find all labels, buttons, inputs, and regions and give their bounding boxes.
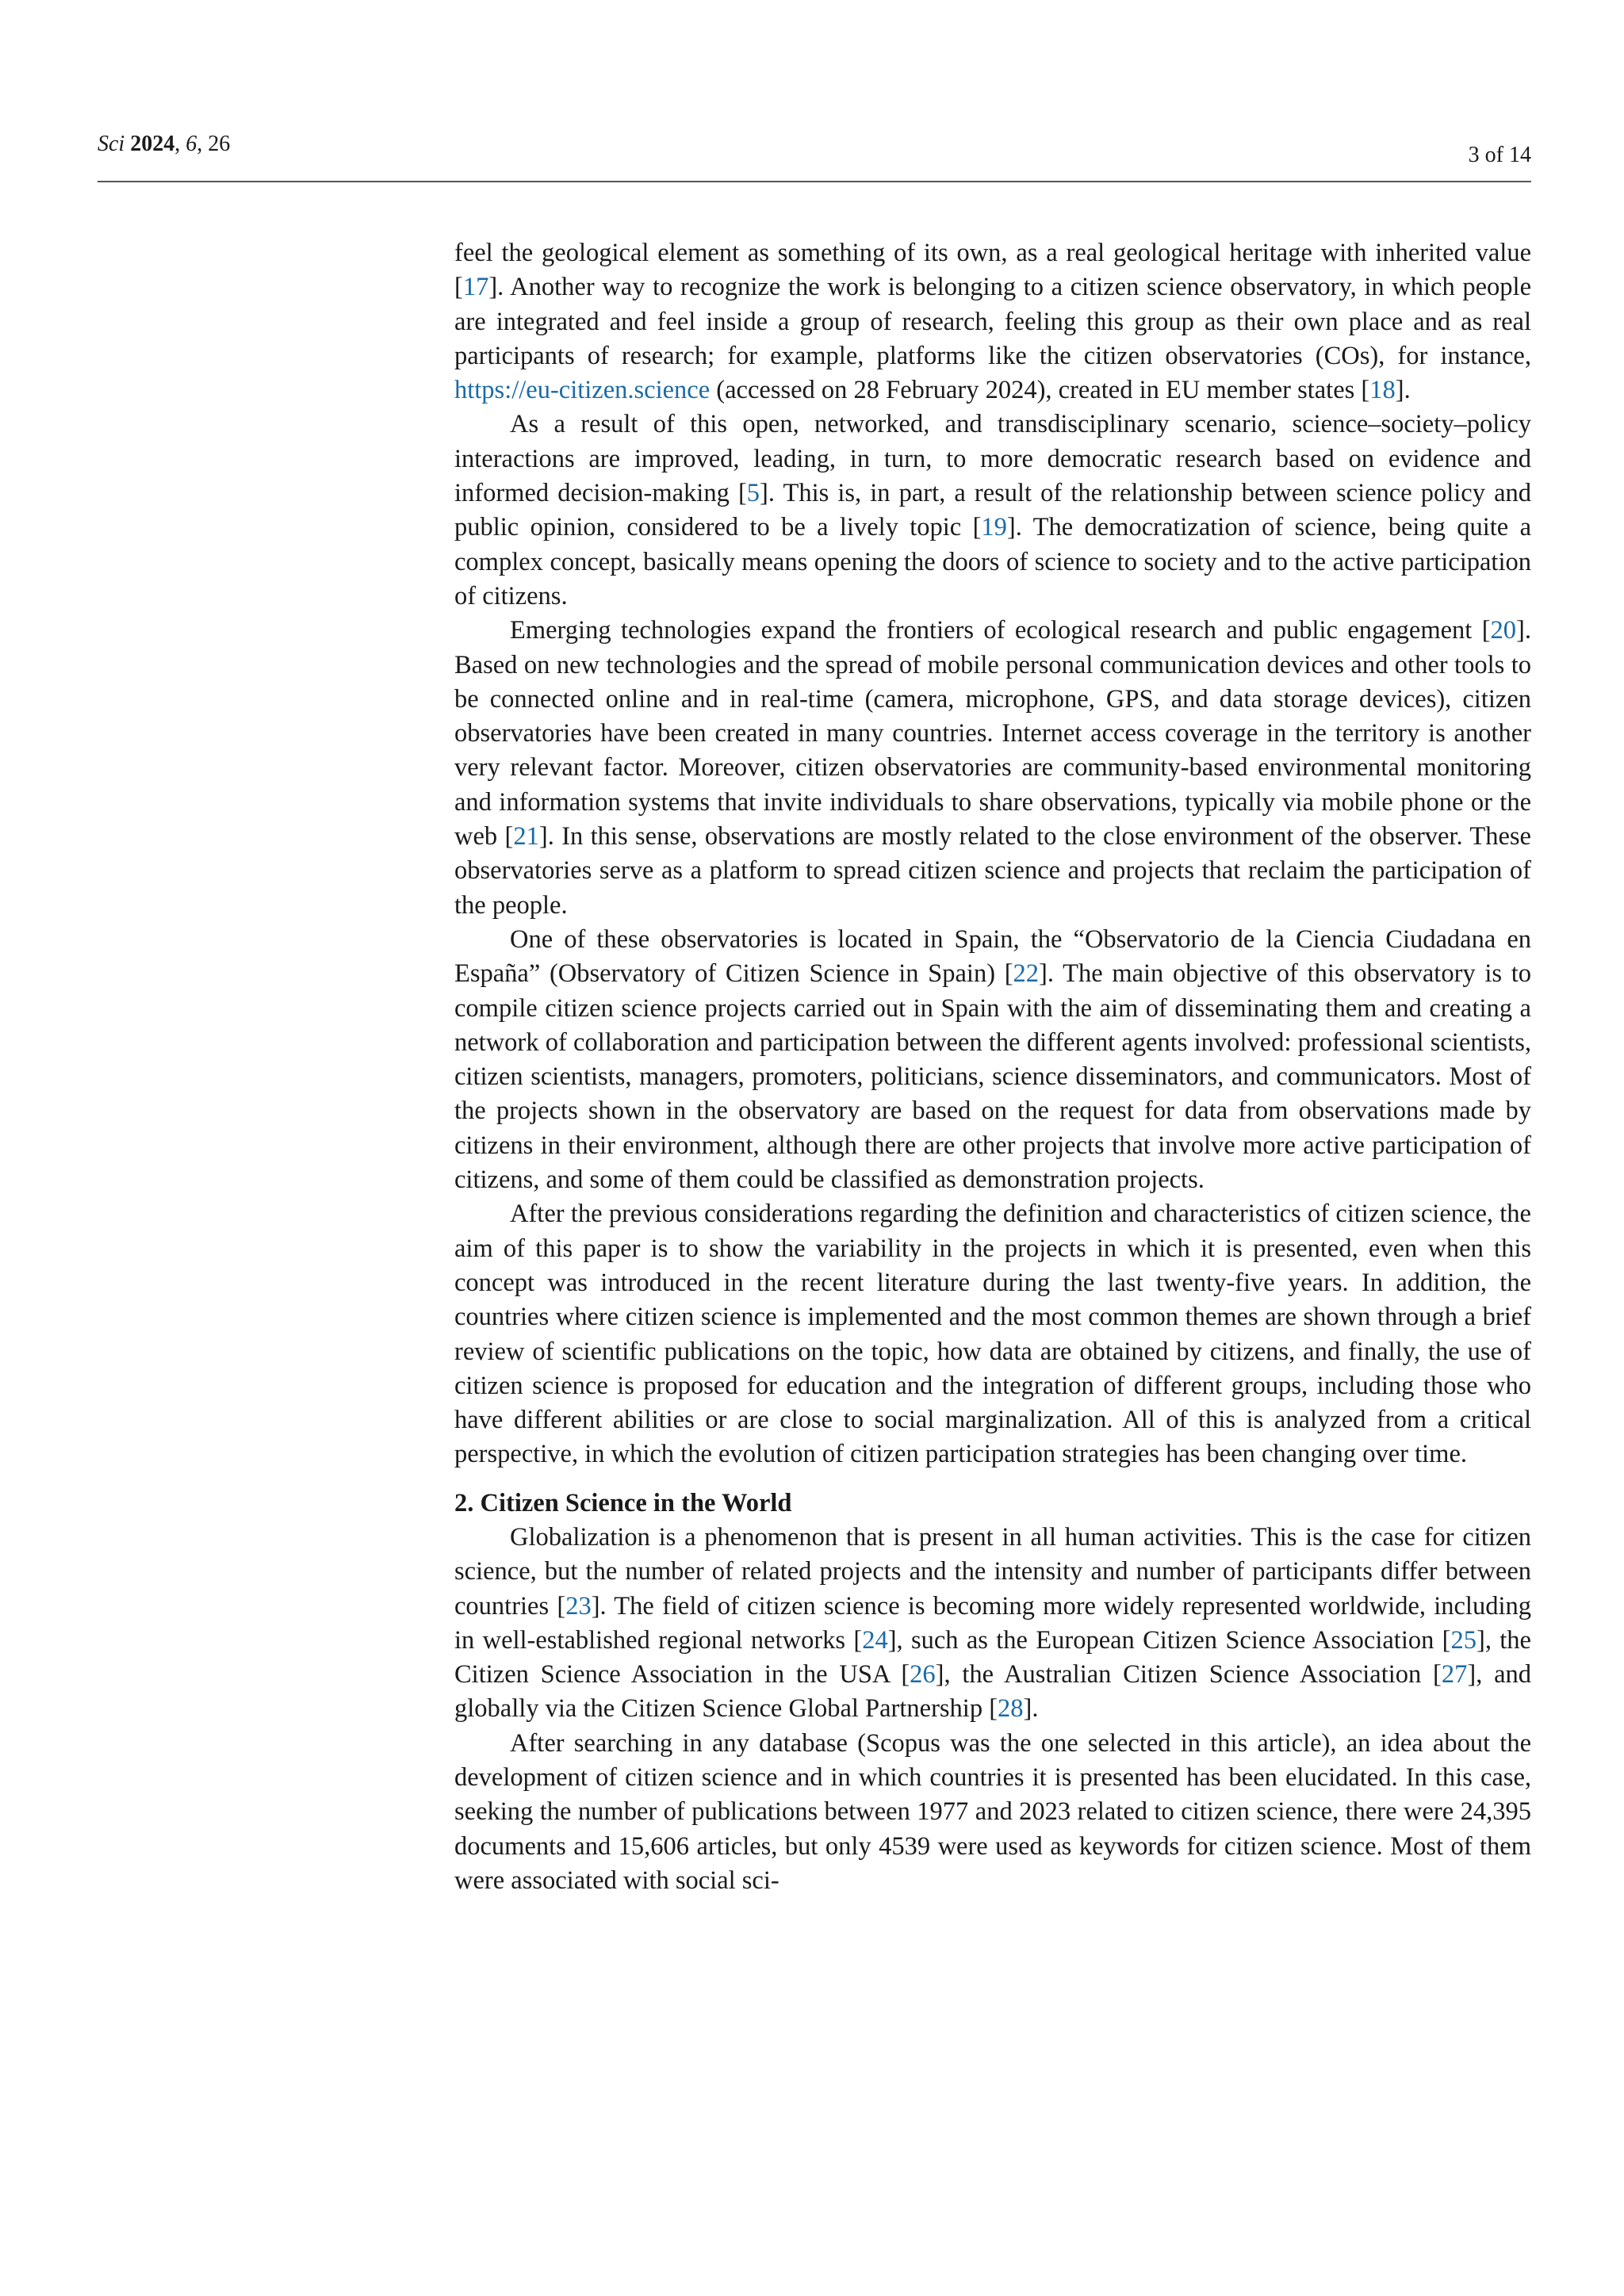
- page-number: 3 of 14: [1468, 143, 1531, 167]
- journal-name: Sci: [98, 132, 125, 156]
- citation-link[interactable]: 18: [1369, 376, 1396, 405]
- paragraph-text: , and globally via the Citizen Science Global Partnership: [454, 1660, 1531, 1724]
- body-paragraph: [454, 1197, 1531, 1471]
- citation-link[interactable]: 5: [746, 479, 760, 508]
- journal-volume: 6: [186, 132, 197, 156]
- citation-link[interactable]: 22: [1013, 959, 1040, 989]
- paragraph-text: . The democratization of science, being quite a complex concept, basically means opening the doors of science to society and to the active participation of citizens.: [454, 513, 1531, 610]
- paragraph-text: Globalization is a phenomenon that is present in all human activities. This is the case for citizen science, but the number of related projects and the intensity and number of participants differ between countries: [454, 1522, 1531, 1621]
- paragraph-text: . In this sense, observations are mostly related to the close environment of the observer. These observatories serve as a platform to spread citizen science and projects that reclaim the participation of the people.: [454, 822, 1531, 920]
- body-paragraph: Emerging technologies expand the frontiers of ecological research and public engagement [20]. Based on new technologies and the spread of mobile personal communication devices and other tools to be connected online and in real-time (camera, microphone, GPS, and data storage devices), citizen observatories have been created in many countries. Internet access coverage in the territory is another very relevant factor. Moreover, citizen observatories are community-based environmental monitoring and information systems that invite individuals to share observations, typically via mobile phone or the web [21]. In this sense, observations are mostly related to the close environment of the observer. These observatories serve as a platform to spread citizen science and projects that reclaim the participation of the people.: [454, 616, 1531, 920]
- citation-link[interactable]: 20: [1490, 616, 1517, 645]
- paragraph-text: , such as the European Citizen Science Association: [896, 1625, 1442, 1655]
- paragraph-text: , the Citizen Science Association in the USA: [454, 1625, 1531, 1689]
- article-number: 26: [208, 132, 231, 156]
- paragraph-text: , the Australian Citizen Science Association: [944, 1660, 1434, 1689]
- citation-link[interactable]: 26: [910, 1660, 936, 1689]
- paragraph-text: . Another way to recognize the work is belonging to a citizen science observatory, in which people are integrated and feel inside a group of research, feeling this group as their own place and as real participants of research; for example, platforms like the citizen observatories (COs), for instance,: [454, 273, 1531, 370]
- citation-link[interactable]: 19: [981, 513, 1007, 542]
- journal-citation: Sci 2024, 6, 26: [98, 132, 231, 156]
- body-paragraph: Globalization is a phenomenon that is present in all human activities. This is the case for citizen science, but the number of related projects and the intensity and number of participants differ between countries [23]. The field of citizen science is becoming more widely represented worldwide, including in well-established regional networks [24], such as the European Citizen Science Association [25], the Citizen Science Association in the USA [26], the Australian Citizen Science Association [27], and globally via the Citizen Science Global Partnership [28].: [454, 1522, 1531, 1724]
- citation-link[interactable]: 21: [513, 822, 539, 851]
- paragraph-text: . The field of citizen science is becoming more widely represented worldwide, including in well-established regional networks: [454, 1591, 1531, 1655]
- article-body: [454, 236, 1531, 1898]
- citation-link[interactable]: 23: [565, 1591, 592, 1621]
- paragraph-text: One of these observatories is located in Spain, the “Observatorio de la Ciencia Ciudadana en España” (Observatory of Citizen Science in Spain): [454, 924, 1531, 989]
- body-paragraph: One of these observatories is located in Spain, the “Observatorio de la Ciencia Ciudadana en España” (Observatory of Citizen Science in Spain) [22]. The main objective of this observatory is to compile citizen science projects carried out in Spain with the aim of disseminating them and creating a network of collaboration and participation between the different agents involved: professional scientists, citizen scientists, managers, promoters, politicians, science disseminators, and communicators. Most of the projects shown in the observatory are based on the request for data from observations made by citizens in their environment, although there are other projects that involve more active participation of citizens, and some of them could be classified as demonstration projects.: [454, 924, 1531, 1195]
- section-heading: 2. Citizen Science in the World: [454, 1488, 792, 1517]
- body-paragraph: As a result of this open, networked, and transdisciplinary scenario, science–society–policy interactions are improved, leading, in turn, to more democratic research based on evidence and informed decision-making [5]. This is, in part, a result of the relationship between science policy and public opinion, considered to be a lively topic [19]. The democratization of science, being quite a complex concept, basically means opening the doors of science to society and to the active participation of citizens.: [454, 410, 1531, 610]
- paragraph-text: . The main objective of this observatory is to compile citizen science projects carried out in Spain with the aim of disseminating them and creating a network of collaboration and participation between the different agents involved: professional scientists, citizen scientists, managers, promoters, politicians, science disseminators, and communicators. Most of the projects shown in the observatory are based on the request for data from observations made by citizens in their environment, although there are other projects that involve more active participation of citizens, and some of them could be classified as demonstration projects.: [454, 959, 1531, 1195]
- citation-link[interactable]: 25: [1450, 1625, 1477, 1655]
- paragraph-text: As a result of this open, networked, and transdisciplinary scenario, science–society–policy interactions are improved, leading, in turn, to more democratic research based on evidence and informed decision-making: [454, 410, 1531, 508]
- paragraph-text: After searching in any database (Scopus was the one selected in this article), an idea about the development of citizen science and in which countries it is presented has been elucidated. In this case, seeking the number of publications between 1977 and 2023 related to citizen science, there were 24,395 documents and 15,606 articles, but only 4539 were used as keywords for citizen science. Most of them were associated with social sci-: [454, 1728, 1531, 1895]
- url-link[interactable]: https://eu-citizen.science: [454, 376, 710, 405]
- paragraph-text: (accessed on 28 February 2024), created in EU member states: [710, 376, 1362, 405]
- header-rule: [98, 181, 1531, 182]
- body-paragraph: feel the geological element as something of its own, as a real geological heritage with inherited value [17]. Another way to recognize the work is belonging to a citizen science observatory, in which people are integrated and feel inside a group of research, feeling this group as their own place and as real participants of research; for example, platforms like the citizen observatories (COs), for instance, https://eu-citizen.science (accessed on 28 February 2024), created in EU member states [18].: [454, 239, 1531, 405]
- page-header: [98, 132, 1531, 173]
- paragraph-text: . Based on new technologies and the spread of mobile personal communication devices and other tools to be connected online and in real-time (camera, microphone, GPS, and data storage devices), citizen observatories have been created in many countries. Internet access coverage in the territory is another very relevant factor. Moreover, citizen observatories are community-based environmental monitoring and information systems that invite individuals to share observations, typically via mobile phone or the web: [454, 616, 1531, 851]
- paragraph-text: .: [1404, 376, 1411, 405]
- paragraph-text: . This is, in part, a result of the relationship between science policy and public opinion, considered to be a lively topic: [454, 479, 1531, 542]
- body-paragraph: [454, 1727, 1531, 1898]
- citation-link[interactable]: 27: [1441, 1660, 1468, 1689]
- citation-link[interactable]: 28: [998, 1694, 1024, 1724]
- citation-link[interactable]: 17: [462, 273, 489, 302]
- citation-link[interactable]: 24: [862, 1625, 888, 1655]
- paragraph-text: feel the geological element as something of its own, as a real geological heritage with inherited value: [454, 239, 1531, 267]
- paragraph-text: After the previous considerations regarding the definition and characteristics of citizen science, the aim of this paper is to show the variability in the projects in which it is presented, even when this concept was introduced in the recent literature during the last twenty-five years. In addition, the countries where citizen science is implemented and the most common themes are shown through a brief review of scientific publications on the topic, how data are obtained by citizens, and finally, the use of citizen science is proposed for education and the integration of different groups, including those who have different abilities or are close to social marginalization. All of this is analyzed from a critical perspective, in which the evolution of citizen participation strategies has been changing over time.: [454, 1200, 1531, 1469]
- paragraph-text: Emerging technologies expand the frontiers of ecological research and public engagement: [510, 616, 1482, 645]
- journal-year: 2024: [130, 132, 175, 156]
- paragraph-text: .: [1032, 1694, 1039, 1724]
